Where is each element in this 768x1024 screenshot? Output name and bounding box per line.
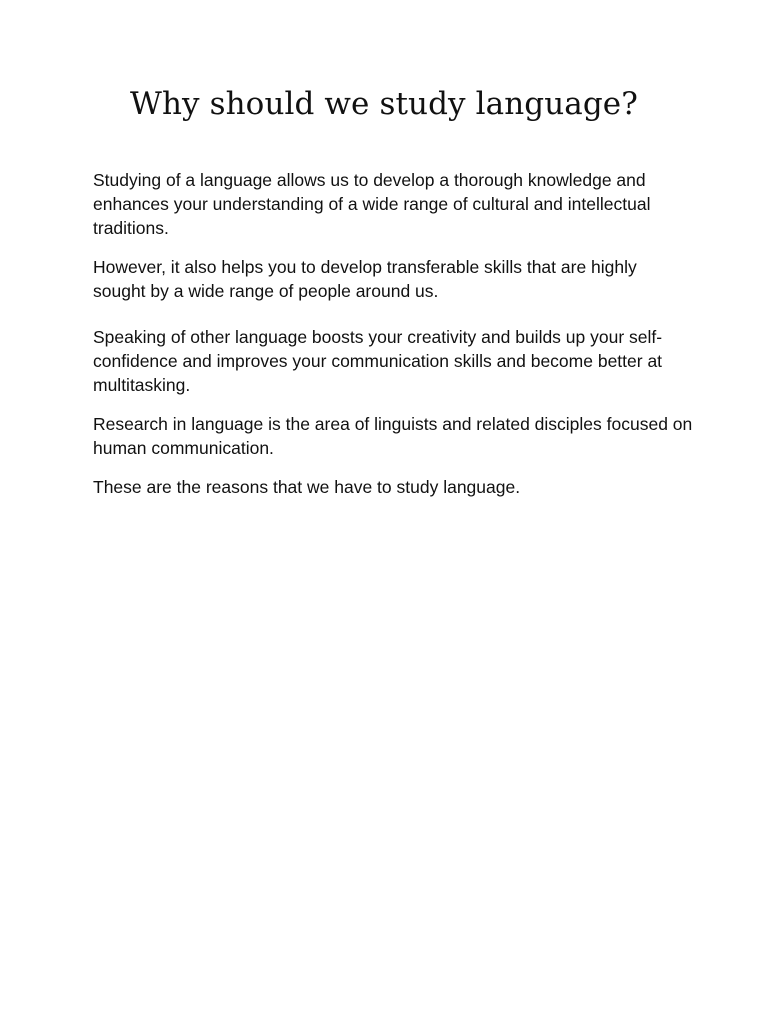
- document-title: Why should we study language?: [130, 86, 638, 122]
- paragraph-2: However, it also helps you to develop transferable skills that are highly sought by a wide range of people around us.: [93, 257, 637, 301]
- paragraph-5: These are the reasons that we have to study language.: [93, 477, 521, 497]
- paragraph-3: Speaking of other language boosts your creativity and builds up your self-confidence and improves your communication skills and become better at multitasking.: [93, 327, 663, 395]
- paragraph-1: Studying of a language allows us to develop a thorough knowledge and enhances your understanding of a wide range of cultural and intellectual traditions.: [93, 170, 651, 238]
- paragraph-4: Research in language is the area of linguists and related disciples focused on human communication.: [93, 414, 693, 458]
